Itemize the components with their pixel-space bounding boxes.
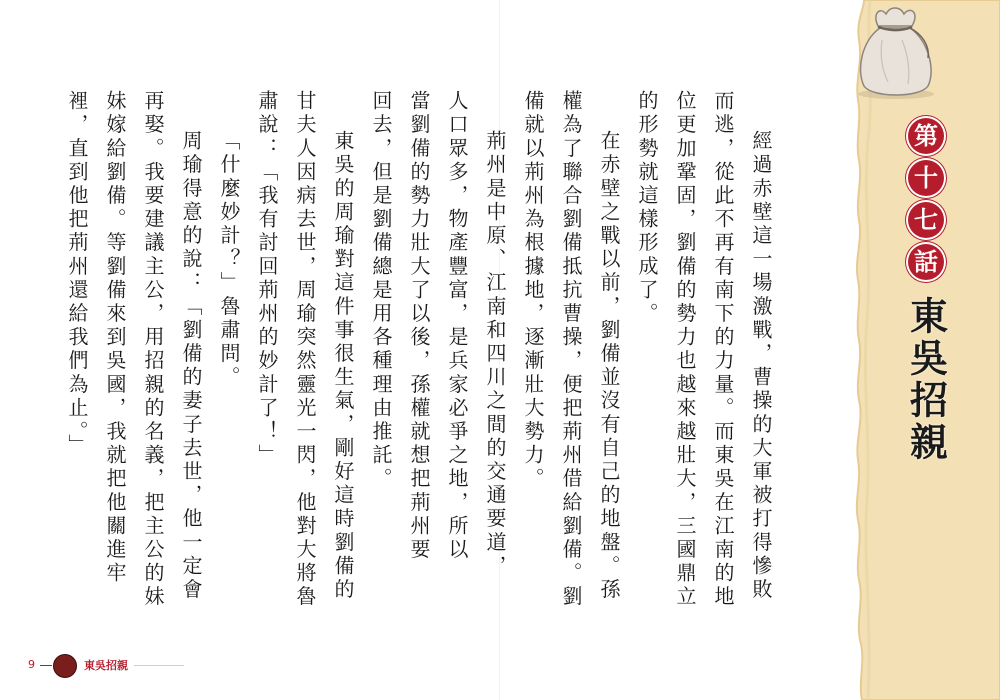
paragraph-5: 「什麼妙計？」魯肅問。	[217, 130, 241, 390]
chapter-char-2: 十	[908, 160, 944, 196]
page-footer	[0, 654, 200, 678]
chapter-strip	[850, 0, 1000, 700]
footer-badge-icon	[53, 654, 77, 678]
chapter-char-4: 話	[908, 244, 944, 280]
chapter-char-3: 七	[908, 202, 944, 238]
page-number: 9	[28, 658, 35, 671]
paragraph-6: 周瑜得意的說：「劉備的妻子去世，他一定會再娶。我要建議主公，用招親的名義，把主公的妹妹嫁給劉備。等劉備來到吳國，我就把他關進牢裡，直到他把荊州還給我們為止。」	[65, 90, 203, 610]
paragraph-2: 在赤壁之戰以前，劉備並沒有自己的地盤。孫權為了聯合劉備抵抗曹操，便把荊州借給劉備。劉備就以荊州為根據地，逐漸壯大勢力。	[521, 90, 621, 610]
paragraph-4: 東吳的周瑜對這件事很生氣，剛好這時劉備的甘夫人因病去世，周瑜突然靈光一閃，他對大將魯肅說：「我有討回荊州的妙計了！」	[255, 90, 355, 610]
chapter-heading	[894, 118, 958, 464]
pouch-icon	[850, 0, 940, 100]
footer-rule-left	[40, 665, 52, 666]
footer-rule-right	[134, 665, 184, 666]
paragraph-1: 經過赤壁這一場激戰，曹操的大軍被打得慘敗而逃，從此不再有南下的力量。而東吳在江南的地位更加鞏固，劉備的勢力也越來越壯大，三國鼎立的形勢就這樣形成了。	[635, 90, 773, 610]
footer-title: 東吳招親	[84, 659, 128, 672]
paragraph-3: 荊州是中原、江南和四川之間的交通要道，人口眾多，物產豐富，是兵家必爭之地，所以當劉備的勢力壯大了以後，孫權就想把荊州要回去，但是劉備總是用各種理由推託。	[369, 90, 507, 579]
chapter-title: 東吳招親	[903, 296, 948, 464]
body-text	[65, 90, 780, 610]
chapter-char-1: 第	[908, 118, 944, 154]
